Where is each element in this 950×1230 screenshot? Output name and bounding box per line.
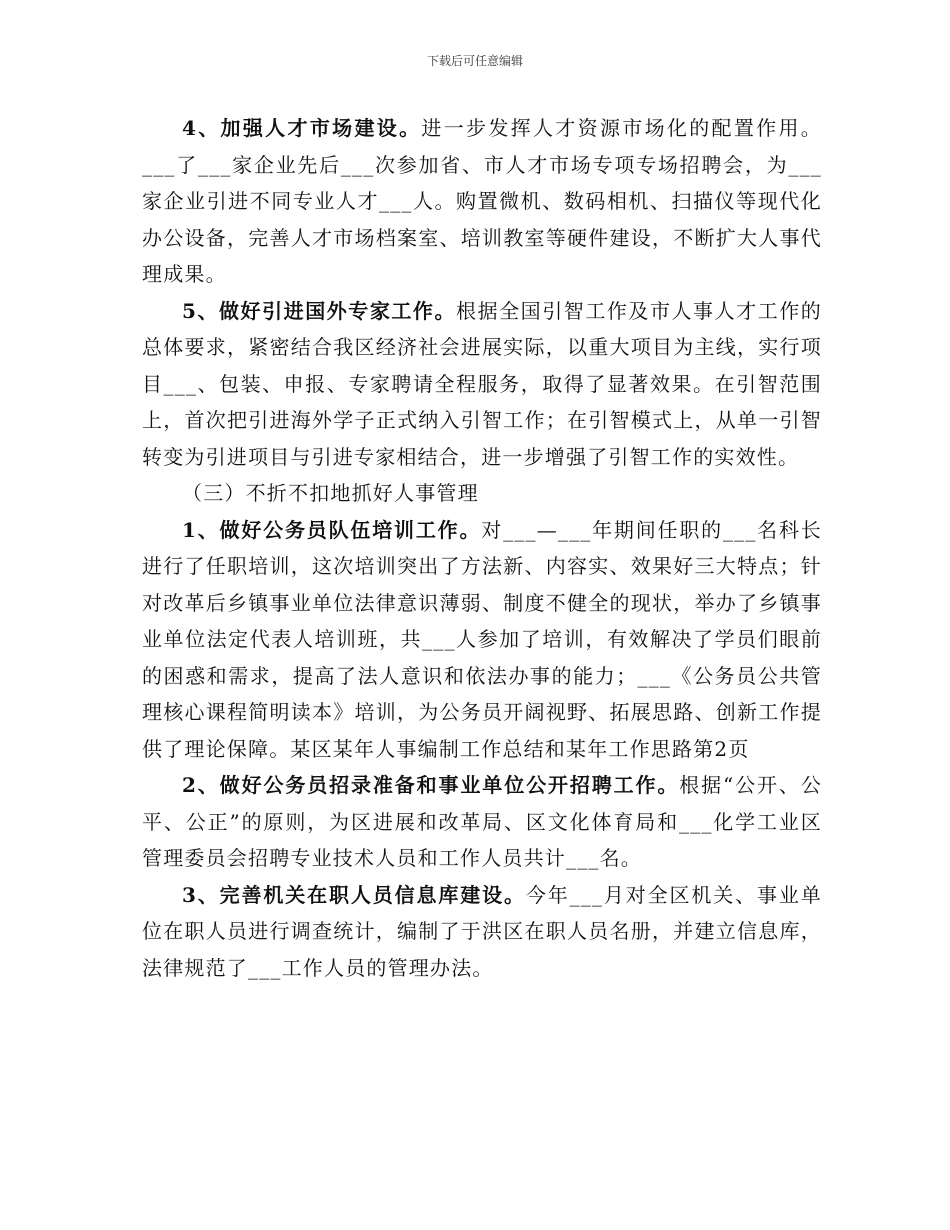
paragraph-talent-market <box>142 110 822 293</box>
paragraph-lead: 4、加强人才市场建设。 <box>182 116 422 140</box>
paragraph-text: 对___—___年期间任职的___名科长进行了任职培训，这次培训突出了方法新、内容实、效果好三大特点；针对改革后乡镇事业单位法律意识薄弱、制度不健全的现状，举办了乡镇事业单位法定代表人培训班，共___人参加了培训，有效解决了学员们眼前的困惑和需求，提高了法人意识和依法办事的能力；___《公务员公共管理核心课程简明读本》培训，为公务员开阔视野、拓展思路、创新工作提供了理论保障。某区某年人事编制工作总结和某年工作思路第2页 <box>142 517 823 761</box>
paragraph-lead: 5、做好引进国外专家工作。 <box>182 298 457 323</box>
paragraph-text: 根据全国引智工作及市人事人才工作的总体要求，紧密结合我区经济社会进展实际，以重大项目为主线，实行项目___、包装、申报、专家聘请全程服务，取得了显著效果。在引智范围上，首次把引进海外学子正式纳入引智工作；在引智模式上，从单一引智转变为引进项目与引进专家相结合，进一步增强了引智工作的实效性。 <box>142 298 822 469</box>
paragraph-foreign-experts <box>142 293 822 476</box>
paragraph-recruitment <box>142 767 822 877</box>
paragraph-lead: 1、做好公务员队伍培训工作。 <box>182 517 482 542</box>
document-body <box>142 110 822 986</box>
paragraph-civil-servant-training <box>142 512 822 768</box>
paragraph-lead: 2、做好公务员招录准备和事业单位公开招聘工作。 <box>182 773 680 797</box>
paragraph-text: 今年___月对全区机关、事业单位在职人员进行调查统计，编制了于洪区在职人员名册，并建立信息库，法律规范了___工作人员的管理办法。 <box>142 882 822 980</box>
section-heading: （三）不折不扣地抓好人事管理 <box>182 481 479 505</box>
page-header: 下载后可任意编辑 <box>426 54 523 68</box>
paragraph-lead: 3、完善机关在职人员信息库建设。 <box>182 882 526 907</box>
paragraph-personnel-database <box>142 877 822 987</box>
paragraph-text: 进一步发挥人才资源市场化的配置作用。___了___家企业先后___次参加省、市人才市场专项专场招聘会，为___家企业引进不同专业人才___人。购置微机、数码相机、扫描仪等现代化办公设备，完善人才市场档案室、培训教室等硬件建设，不断扩大人事代理成果。 <box>142 116 822 286</box>
paragraph-text: 根据“公开、公平、公正”的原则，为区进展和改革局、区文化体育局和___化学工业区管理委员会招聘专业技术人员和工作人员共计___名。 <box>142 773 823 870</box>
